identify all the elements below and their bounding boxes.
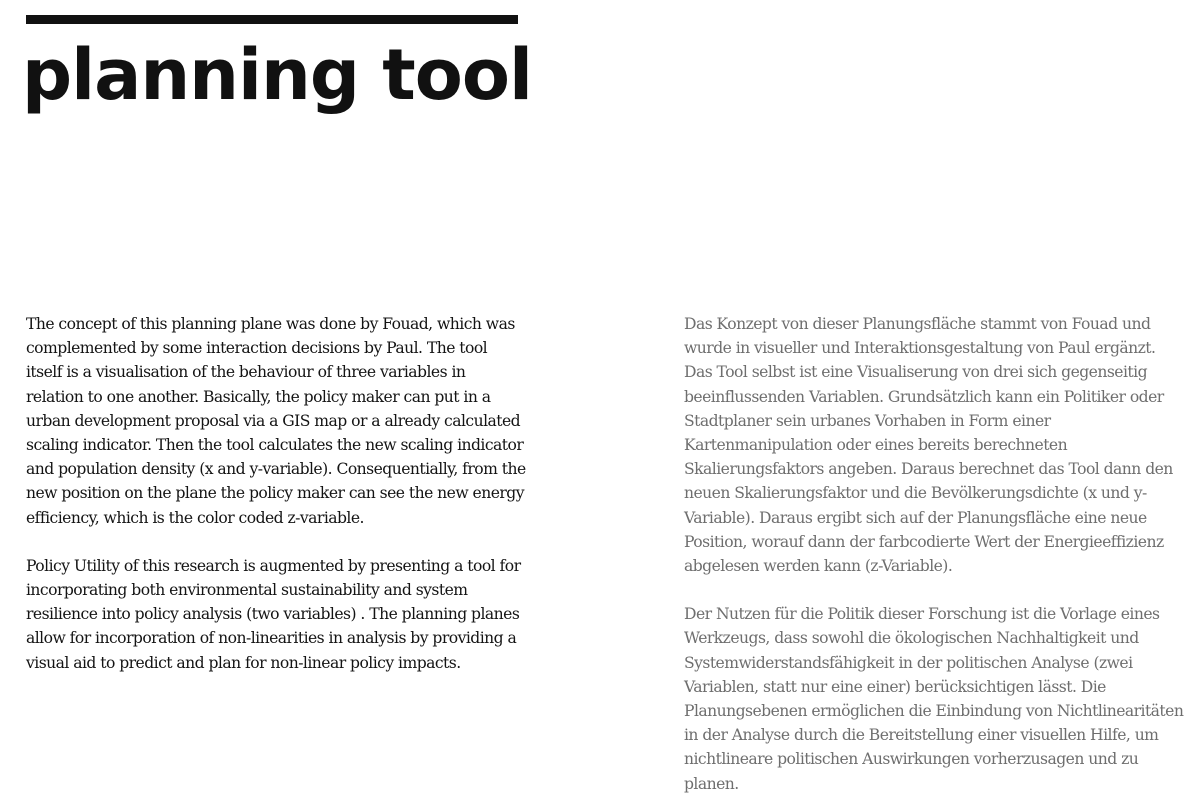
- german-paragraph-1: Das Konzept von dieser Planungsfläche stammt von Fouad und wurde in visueller und Interaktionsgestaltung von Paul ergänzt. Das Tool selbst ist eine Visualiserung von drei sich gegenseitig beeinflussenden Variablen. Grundsätzlich kann ein Politiker oder Stadtplaner sein urbanes Vorhaben in Form einer Kartenmanipulation oder eines bereits berechneten Skalierungsfaktors angeben. Daraus berechnet das Tool dann den neuen Skalierungsfaktor und die Bevölkerungsdichte (x und y-Variable). Daraus ergibt sich auf der Planungsfläche eine neue Position, worauf dann der farbcodierte Wert der Energieeffizienz abgelesen werden kann (z-Variable).: [684, 315, 1173, 576]
- title-rule: [26, 15, 518, 24]
- german-column: [684, 312, 1184, 796]
- german-paragraph-2: Der Nutzen für die Politik dieser Forschung ist die Vorlage eines Werkzeugs, dass sowohl die ökologischen Nachhaltigkeit und Systemwiderstandsfähigkeit in der politischen Analyse (zwei Variablen, statt nur eine einer) berücksichtigen lässt. Die Planungsebenen ermöglichen die Einbindung von Nichtlinearitäten in der Analyse durch die Bereitstellung einer visuellen Hilfe, um nichtlineare politischen Auswirkungen vorherzusagen und zu planen.: [684, 605, 1184, 793]
- page-title: planning tool: [22, 34, 532, 116]
- english-column: [26, 312, 526, 675]
- english-paragraph-1: The concept of this planning plane was done by Fouad, which was complemented by some interaction decisions by Paul. The tool itself is a visualisation of the behaviour of three variables in relation to one another. Basically, the policy maker can put in a urban development proposal via a GIS map or a already calculated scaling indicator. Then the tool calculates the new scaling indicator and population density (x and y-variable). Consequentially, from the new position on the plane the policy maker can see the new energy efficiency, which is the color coded z-variable.: [26, 315, 526, 527]
- english-paragraph-2: Policy Utility of this research is augmented by presenting a tool for incorporating both environmental sustainability and system resilience into policy analysis (two variables) . The planning planes allow for incorporation of non-linearities in analysis by providing a visual aid to predict and plan for non-linear policy impacts.: [26, 556, 521, 672]
